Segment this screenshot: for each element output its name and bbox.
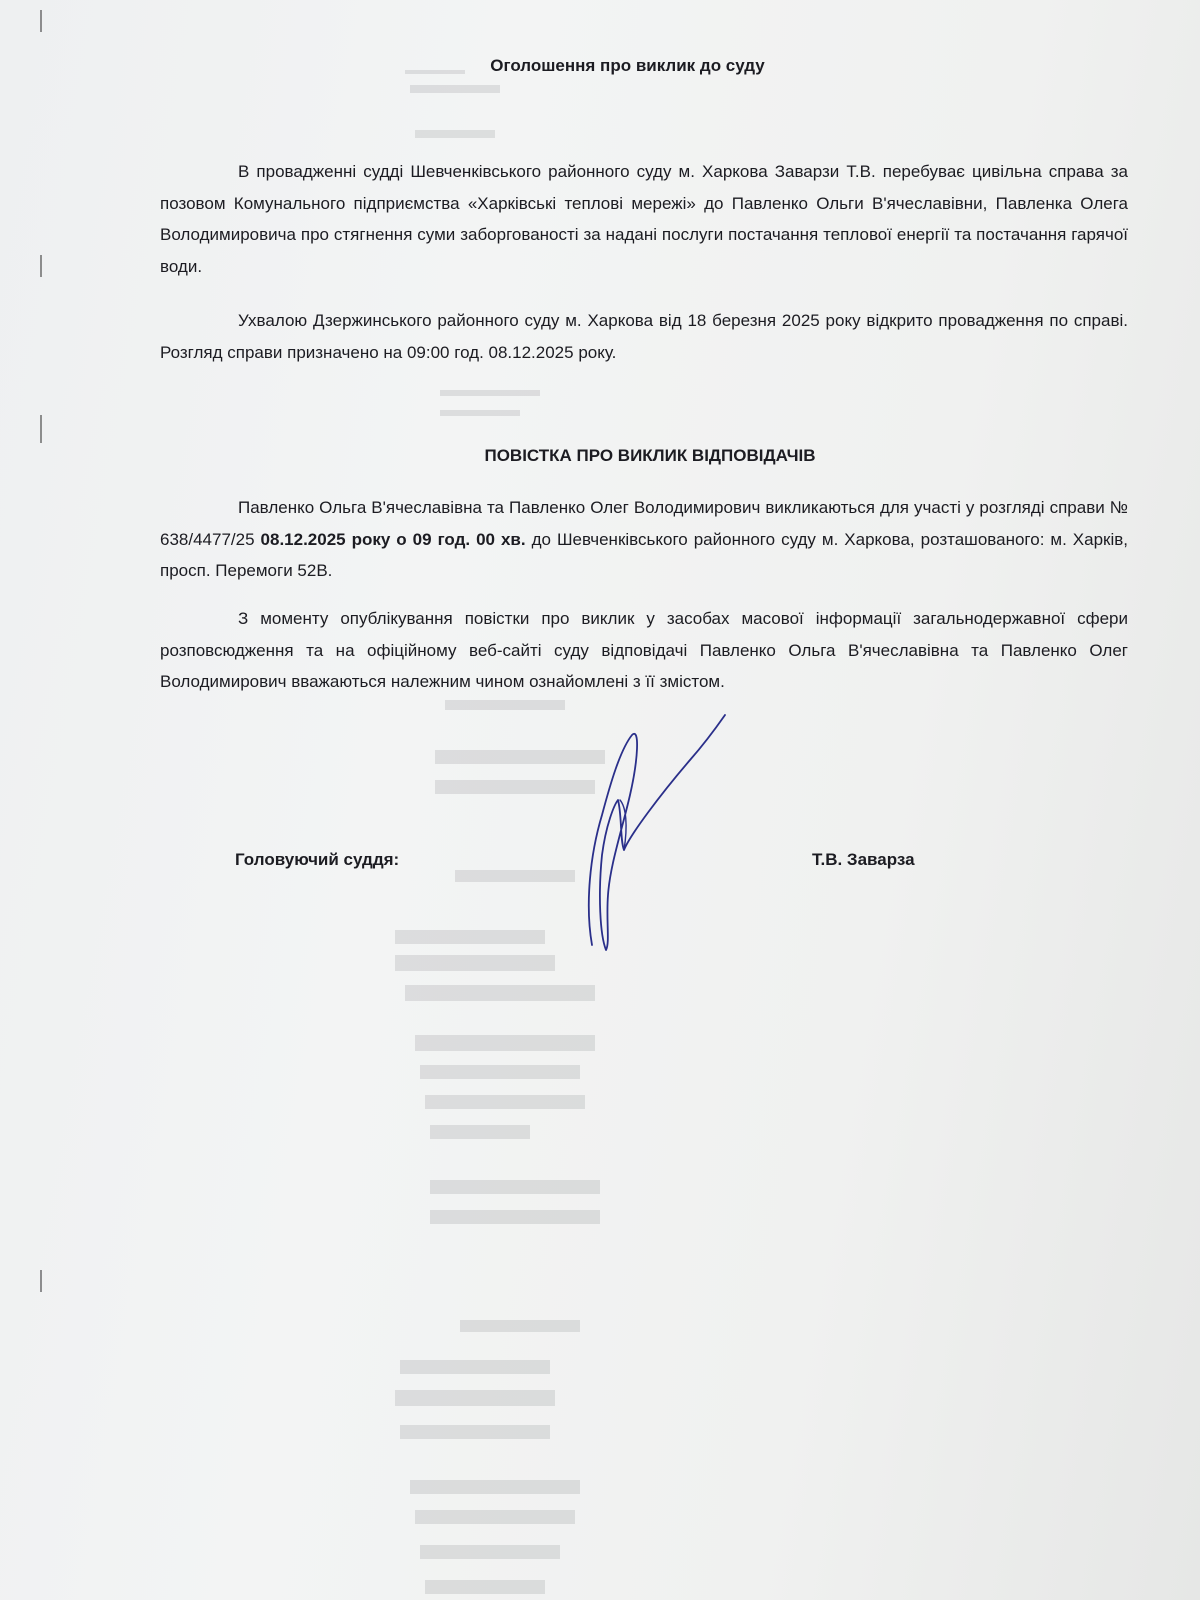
scan-edge-mark [40,1270,42,1292]
summons-paragraph [160,492,1128,587]
summons-text-part2: до Шевченківського районного суду м. Харкова, розташованого: м. Харків, просп. Перемоги 52В. [160,529,1129,580]
handwritten-signature [580,705,750,975]
hearing-date-time: 08.12.2025 року о 09 год. 00 хв. [260,529,526,549]
judge-name: Т.В. Заварза [812,850,915,869]
case-paragraph: В провадженні судді Шевченківського районного суду м. Харкова Заварзи Т.В. перебуває цивільна справа за позовом Комунального підприємства «Харківські теплові мережі» до Павленко Ольги В'ячеславівни, Павленка Олега Володимировича про стягнення суми заборгованості за надані послуги постачання теплової енергії та постачання гарячої води. [160,162,1128,276]
scan-edge-mark [40,255,42,277]
summons-heading: ПОВІСТКА ПРО ВИКЛИК ВІДПОВІДАЧІВ [484,446,816,465]
summons-text-part1: Павленко Ольга В'ячеславівна та Павленко Олег Володимирович викликаються для участі у розгляді справи № 638/4477/25 [160,498,1128,549]
presiding-judge-label: Головуючий суддя: [235,850,400,869]
notice-paragraph: З моменту опублікування повістки про виклик у засобах масової інформації загальнодержавної сфери розповсюдження та на офіційному веб-сайті суду відповідачі Павленко Ольга В'ячеславівна та Павленко Олег Володимирович вважаються належним чином ознайомлені з її змістом. [160,609,1128,691]
ruling-paragraph: Ухвалою Дзержинського районного суду м. Харкова від 18 березня 2025 року відкрито провадження по справі. Розгляд справи призначено на 09:00 год. 08.12.2025 року. [160,311,1128,362]
scan-edge-mark [40,415,42,443]
scan-edge-mark [40,10,42,32]
document-title: Оголошення про виклик до суду [490,56,765,75]
